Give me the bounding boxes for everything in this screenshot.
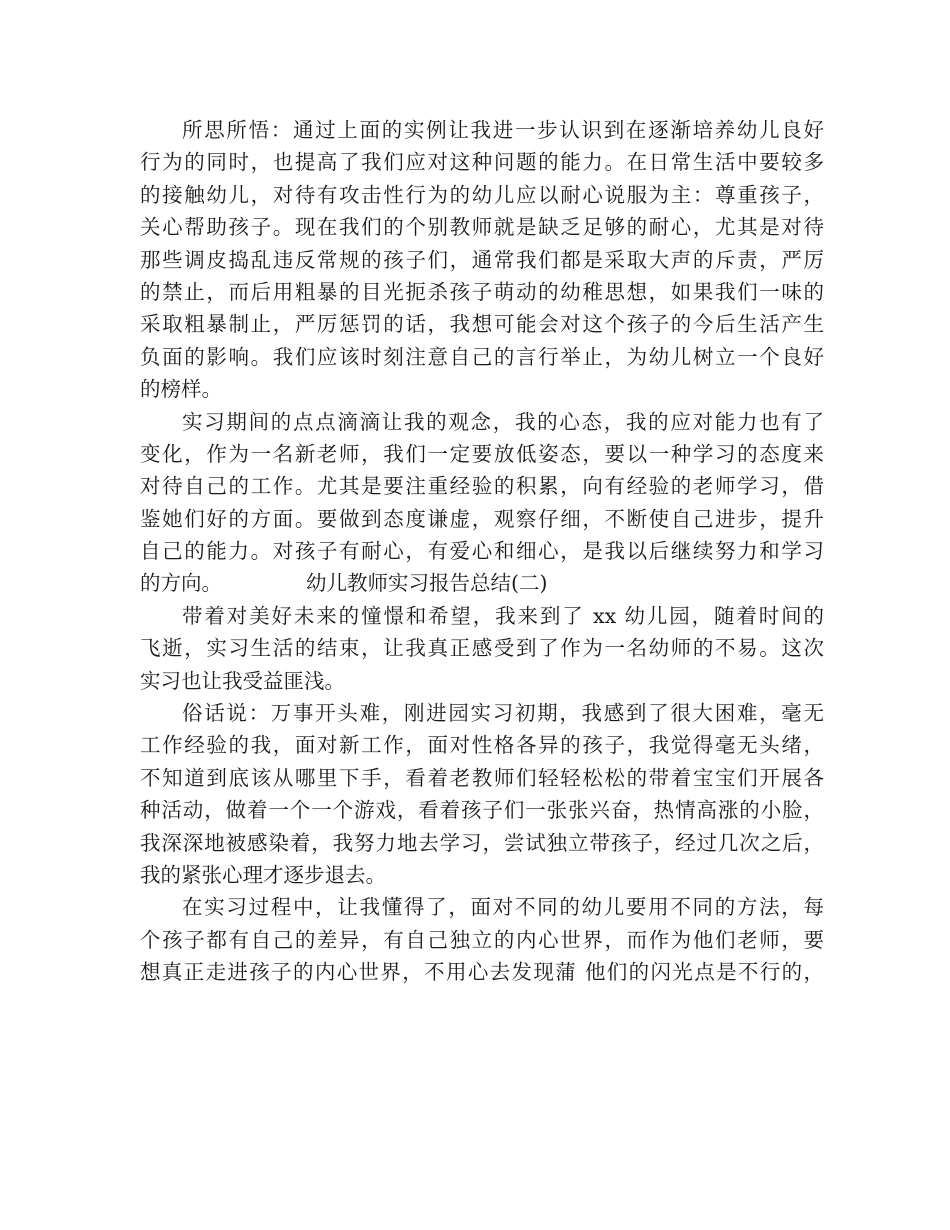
text-line: 的榜样。	[140, 377, 222, 402]
text-line: 行为的同时，也提高了我们应对这种问题的能力。在日常生活中要较多	[140, 150, 824, 175]
text-line: 在实习过程中，让我懂得了，面对不同的幼儿要用不同的方法，每	[182, 895, 824, 920]
text-line: 我的紧张心理才逐步退去。	[140, 862, 386, 887]
text-line: 关心帮助孩子。现在我们的个别教师就是缺乏足够的耐心，尤其是对待	[140, 215, 824, 240]
text-line: 种活动，做着一个一个游戏，看着孩子们一张张兴奋，热情高涨的小脸，	[140, 798, 824, 823]
text-line: 实习也让我受益匪浅。	[140, 668, 345, 693]
document-body	[140, 114, 824, 989]
text-line	[140, 567, 824, 599]
text-line: 工作经验的我，面对新工作，面对性格各异的孩子，我觉得毫无头绪，	[140, 733, 824, 758]
text-line: 所思所悟：通过上面的实例让我进一步认识到在逐渐培养幼儿良好	[182, 118, 824, 142]
text-line: 带着对美好未来的憧憬和希望，我来到了 xx 幼儿园，随着时间的	[182, 603, 824, 628]
closing-text: 的方向。	[140, 571, 222, 596]
text-line: 采取粗暴制止，严厉惩罚的话，我想可能会对这个孩子的今后生活产生	[140, 312, 824, 337]
text-line: 个孩子都有自己的差异，有自己独立的内心世界，而作为他们老师，要	[140, 927, 824, 952]
text-line: 实习期间的点点滴滴让我的观念，我的心态，我的应对能力也有了	[182, 409, 824, 434]
text-line: 变化，作为一名新老师，我们一定要放低姿态，要以一种学习的态度来	[140, 441, 824, 466]
text-line: 我深深地被感染着，我努力地去学习，尝试独立带孩子，经过几次之后，	[140, 830, 824, 855]
text-line: 俗话说：万事开头难，刚进园实习初期，我感到了很大困难，毫无	[182, 701, 824, 726]
text-line: 想真正走进孩子的内心世界，不用心去发现蒲 他们的闪光点是不行的，	[140, 960, 824, 985]
text-line: 的禁止，而后用粗暴的目光扼杀孩子萌动的幼稚思想，如果我们一味的	[140, 279, 824, 304]
text-line: 对待自己的工作。尤其是要注重经验的积累，向有经验的老师学习，借	[140, 474, 824, 499]
text-line: 负面的影响。我们应该时刻注意自己的言行举止，为幼儿树立一个良好	[140, 344, 824, 369]
text-line: 飞逝，实习生活的结束，让我真正感受到了作为一名幼师的不易。这次	[140, 636, 824, 661]
text-line: 鉴她们好的方面。要做到态度谦虚，观察仔细，不断使自己进步，提升	[140, 506, 824, 531]
text-line: 的接触幼儿，对待有攻击性行为的幼儿应以耐心说服为主：尊重孩子，	[140, 182, 824, 207]
text-line: 不知道到底该从哪里下手，看着老教师们轻轻松松的带着宝宝们开展各	[140, 765, 824, 790]
text-line: 那些调皮捣乱违反常规的孩子们，通常我们都是采取大声的斥责，严厉	[140, 247, 824, 272]
section-title: 幼儿教师实习报告总结(二)	[306, 571, 548, 596]
text-line: 自己的能力。对孩子有耐心，有爱心和细心，是我以后继续努力和学习	[140, 539, 824, 564]
